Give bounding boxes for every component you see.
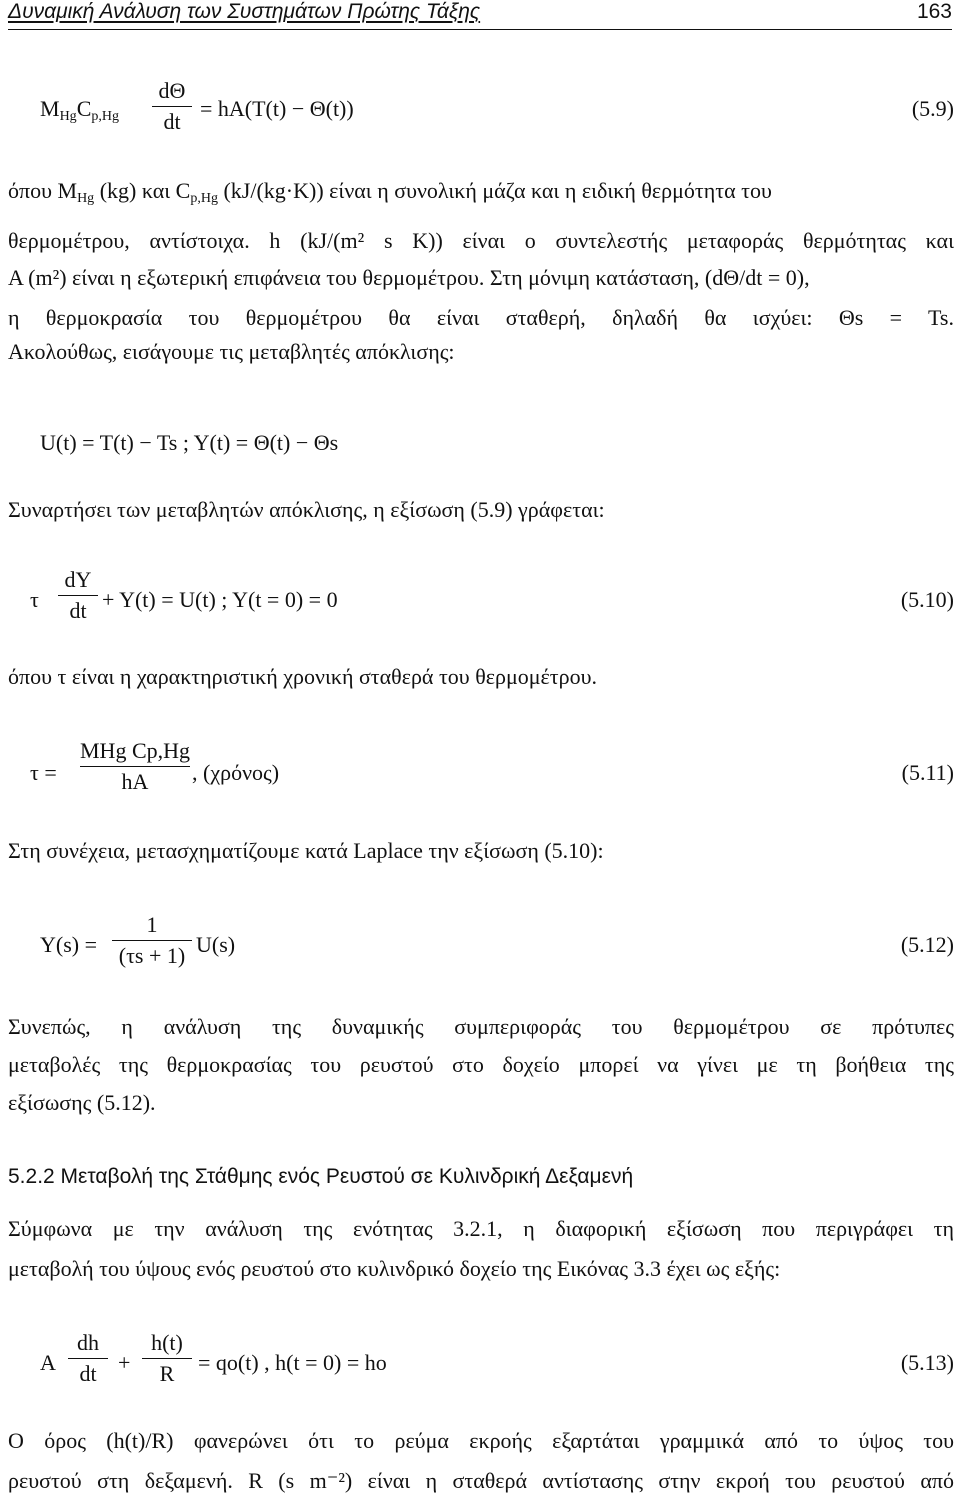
header-title: Δυναμική Ανάλυση των Συστημάτων Πρώτης Τάξης — [8, 0, 481, 23]
eq-5-13-fraction-2: h(t) R — [142, 1330, 192, 1387]
para1-line4: η θερμοκρασία του θερμομέτρου θα είναι σταθερή, δηλαδή θα ισχύει: Θs = Ts. — [8, 305, 954, 330]
eq-5-11-number: (5.11) — [901, 760, 954, 785]
para5-line1: Συνεπώς, η ανάλυση της δυναμικής συμπεριφοράς του θερμομέτρου σε πρότυπες — [8, 1014, 954, 1039]
eq-5-10-fraction: dY dt — [58, 567, 98, 624]
equation-deviation-vars: U(t) = T(t) − Ts ; Y(t) = Θ(t) − Θs — [40, 430, 339, 455]
para2-line1: Συναρτήσει των μεταβλητών απόκλισης, η εξίσωση (5.9) γράφεται: — [8, 497, 605, 522]
para1-line5: Ακολούθως, εισάγουμε τις μεταβλητές απόκλισης: — [8, 339, 455, 364]
eq-5-13-plus: + — [118, 1350, 131, 1375]
eq-5-12-rhs: U(s) — [196, 932, 236, 957]
para1-line3: A (m²) είναι η εξωτερική επιφάνεια του θερμομέτρου. Στη μόνιμη κατάσταση, (dΘ/dt = 0), — [8, 265, 810, 290]
eq-5-10-rhs: + Y(t) = U(t) ; Y(t = 0) = 0 — [102, 587, 338, 612]
para3-line1: όπου τ είναι η χαρακτηριστική χρονική σταθερά του θερμομέτρου. — [8, 664, 597, 689]
para5-line3: εξίσωσης (5.12). — [8, 1090, 156, 1115]
running-header — [8, 0, 952, 26]
header-rule — [8, 29, 952, 30]
para1-line2: θερμομέτρου, αντίστοιχα. h (kJ/(m² s K)) είναι ο συντελεστής μεταφοράς θερμότητας και — [8, 228, 954, 253]
para7-line2: ρευστού στη δεξαμενή. R (s m⁻²) είναι η σταθερά αντίστασης στην εκροή του ρευστού από — [8, 1468, 954, 1493]
para7-line1: Ο όρος (h(t)/R) φανερώνει ότι το ρεύμα εκροής εξαρτάται γραμμικά από το ύψος του — [8, 1428, 954, 1453]
eq-5-10-tau: τ — [30, 587, 39, 612]
para1-line1: όπου $M_{Hg}$ (kg) και $C_{p,Hg}$ (kJ/(kg·K)) είναι η συνολική μάζα και η ειδική θερμότητα του — [8, 178, 772, 206]
eq-5-9-fraction: dΘ dt — [152, 78, 192, 135]
page-number: 163 — [916, 0, 952, 23]
para6-line1: Σύμφωνα με την ανάλυση της ενότητας 3.2.1, η διαφορική εξίσωση που περιγράφει τη — [8, 1216, 954, 1241]
eq-5-11-fraction: MHg Cp,Hg hA — [80, 738, 191, 794]
eq-5-13-fraction-1: dh dt — [68, 1330, 108, 1387]
eq-5-9-rhs: = hA(T(t) − Θ(t)) — [200, 96, 354, 121]
section-heading: 5.2.2 Μεταβολή της Στάθμης ενός Ρευστού σε Κυλινδρική Δεξαμενή — [8, 1165, 634, 1188]
eq-5-13-lhs: A — [40, 1350, 56, 1375]
eq-5-12-number: (5.12) — [900, 932, 954, 957]
eq-5-12-fraction: 1 (τs + 1) — [112, 912, 192, 969]
eq-5-11-rhs: , (χρόνος) — [192, 760, 280, 785]
para6-line2: μεταβολή του ύψους ενός ρευστού στο κυλινδρικό δοχείο της Εικόνας 3.3 έχει ως εξής: — [8, 1256, 781, 1281]
eq-5-13-number: (5.13) — [900, 1350, 954, 1375]
eq-5-10-number: (5.10) — [900, 587, 954, 612]
para5-line2: μεταβολές της θερμοκρασίας του ρευστού στο δοχείο μπορεί να γίνει με τη βοήθεια της — [8, 1052, 954, 1077]
eq-5-11-lhs: τ = — [30, 760, 57, 785]
eq-5-13-rhs: = qo(t) , h(t = 0) = ho — [198, 1350, 387, 1375]
eq-5-9-lhs: $M_{Hg}C_{p,Hg}$ — [40, 96, 119, 124]
para4-line1: Στη συνέχεια, μετασχηματίζουμε κατά Laplace την εξίσωση (5.10): — [8, 838, 604, 863]
eq-5-12-lhs: Y(s) = — [40, 932, 98, 957]
eq-5-9-number: (5.9) — [911, 96, 954, 121]
